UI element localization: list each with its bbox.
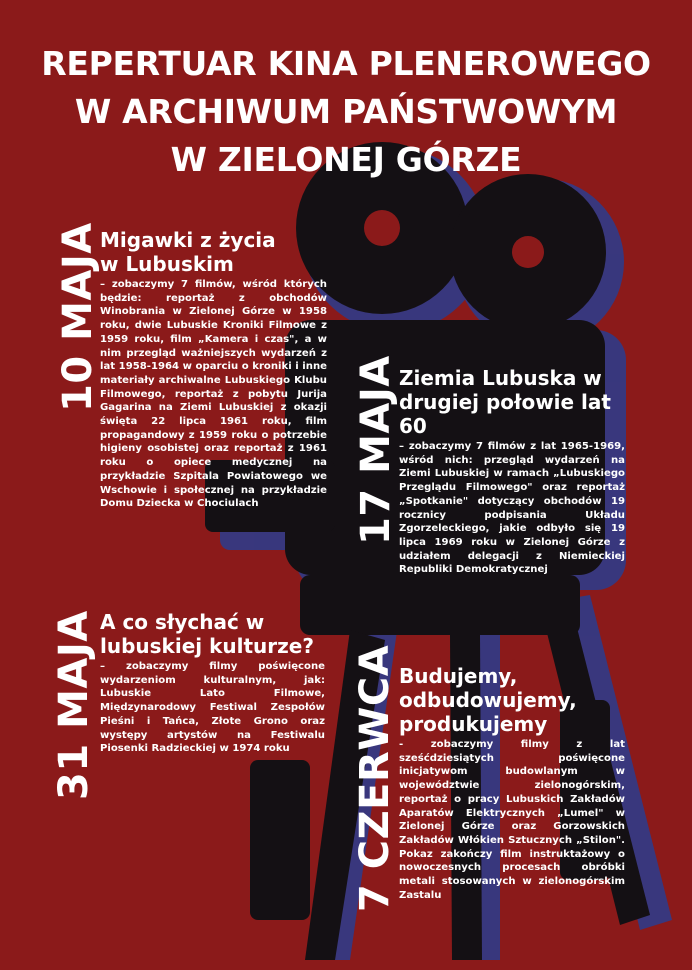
event-text-2: – zobaczymy 7 filmów z lat 1965-1969, wśród nich: przegląd wydarzeń na Ziemi Lubuskiej w ramach „Lubuskiego Przeglądu Filmowego" oraz reportaż „Spotkanie" dotyczący obchodów 19 rocznicy podpisania Układu Zgorzeleckiego, jakie odbyło się 19 lipca 1969 roku w Zielonej Górze z udziałem delegacji z Niemieckiej Republiki Demokratycznej bbox=[399, 441, 625, 576]
event-date-4: 7 CZERWCA bbox=[352, 644, 398, 912]
event-heading-3: A co słychać w lubuskiej kulturze? bbox=[100, 610, 314, 658]
event-block-1 bbox=[100, 228, 327, 511]
event-block-4 bbox=[399, 664, 625, 902]
event-date-1: 10 MAJA bbox=[55, 222, 101, 412]
title-line-1: REPERTUAR KINA PLENEROWEGO bbox=[41, 44, 651, 83]
event-heading-1: Migawki z życia w Lubuskim bbox=[100, 228, 276, 276]
event-block-3 bbox=[100, 610, 325, 756]
event-date-3: 31 MAJA bbox=[51, 610, 97, 800]
event-heading-2: Ziemia Lubuska w drugiej połowie lat 60 bbox=[399, 366, 611, 438]
event-text-3: – zobaczymy filmy poświęcone wydarzeniom kulturalnym, jak: Lubuskie Lato Filmowe, Międzynarodowy Festiwal Zespołów Pieśni i Tańca, Złote Grono oraz występy artystów na Festiwalu Piosenki Radzieckiej w 1974 roku bbox=[100, 661, 325, 755]
event-text-4: - zobaczymy filmy z lat sześćdziesiątych poświęcone inicjatywom budowlanym w województwie zielonogórskim, reportaż o pracy Lubuskich Zakładów Aparatów Elektrycznych „Lumel" w Zielonej Górze oraz Gorzowskich Zakładów Włókien Sztucznych „Stilon". Pokaz zakończy film instruktażowy o nowoczesnych procesach obróbki metali stosowanych w zielonogórskim Zastalu bbox=[399, 739, 625, 901]
event-block-2 bbox=[399, 366, 625, 577]
event-heading-4: Budujemy, odbudowujemy, produkujemy bbox=[399, 664, 577, 736]
event-text-1: – zobaczymy 7 filmów, wśród których będzie: reportaż z obchodów Winobrania w Zielonej Górze w 1958 roku, dwie Lubuskie Kroniki Filmowe z 1959 roku, film „Kamera i czas", a w nim przegląd ważniejszych wydarzeń z lat 1958-1964 w oparciu o kroniki i inne materiały archiwalne Lubuskiego Klubu Filmowego, reportaż z pobytu Jurija Gagarina na Ziemi Lubuskiej z okazji święta 22 lipca 1961 roku, film propagandowy z 1959 roku o potrzebie higieny osobistej oraz reportaż z 1961 roku o opiece medycznej na przykładzie Szpitala Powiatowego we Wschowie i społecznej na przykładzie Domu Dziecka w Chociulach bbox=[100, 279, 327, 510]
poster-title bbox=[0, 40, 692, 184]
event-date-2: 17 MAJA bbox=[353, 355, 399, 545]
title-line-3: W ZIELONEJ GÓRZE bbox=[170, 140, 522, 179]
title-line-2: W ARCHIWUM PAŃSTWOWYM bbox=[74, 92, 618, 131]
